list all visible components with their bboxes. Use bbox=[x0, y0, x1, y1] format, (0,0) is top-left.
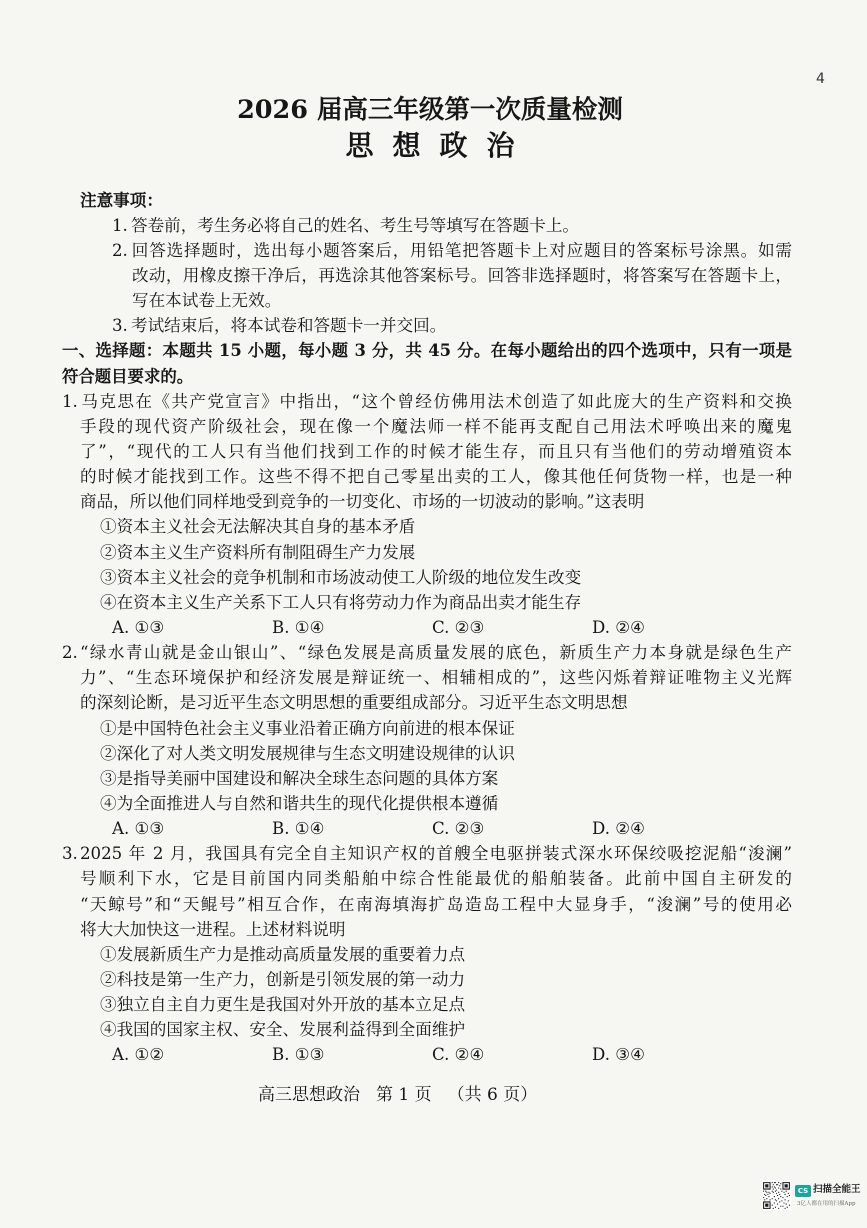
answer-choice-b: B. ①④ bbox=[272, 819, 325, 839]
exam-title: 2026 届高三年级第一次质量检测 bbox=[237, 95, 623, 125]
notice-item bbox=[62, 238, 792, 263]
question-stem-line bbox=[62, 640, 792, 665]
answer-choice-c: C. ②④ bbox=[432, 1045, 485, 1065]
statement-option: ②深化了对人类文明发展规律与生态文明建设规律的认识 bbox=[100, 743, 515, 763]
notice-item-number: 1. bbox=[112, 215, 128, 235]
question-stem-line: 手段的现代资产阶级社会，现在像一个魔法师一样不能再支配自己用法术呼唤出来的魔鬼 bbox=[80, 416, 792, 436]
question-1 bbox=[62, 389, 792, 640]
qr-code-icon bbox=[762, 1181, 791, 1210]
answer-choices bbox=[62, 816, 792, 841]
statement-option: ③资本主义社会的竞争机制和市场波动使工人阶级的地位发生改变 bbox=[100, 567, 582, 587]
statement-option: ①发展新质生产力是推动高质量发展的重要着力点 bbox=[100, 944, 466, 964]
answer-choice-a: A. ①③ bbox=[112, 819, 165, 839]
answer-choice-d: D. ③④ bbox=[592, 1045, 646, 1065]
notice-item-number: 2. bbox=[112, 240, 128, 260]
question-stem-line bbox=[62, 389, 792, 414]
statement-option: ③是指导美丽中国建设和解决全球生态问题的具体方案 bbox=[100, 768, 499, 788]
notice-section bbox=[62, 188, 792, 339]
question-stem-line: 号顺利下水，它是目前国内同类船舶中综合性能最优的船舶装备。此前中国自主研发的 bbox=[80, 869, 792, 889]
answer-choices bbox=[62, 1042, 792, 1067]
statement-option: ①是中国特色社会主义事业沿着正确方向前进的根本保证 bbox=[100, 718, 515, 738]
answer-choice-d: D. ②④ bbox=[592, 819, 646, 839]
statement-option: ④为全面推进人与自然和谐共生的现代化提供根本遵循 bbox=[100, 793, 499, 813]
question-number: 1. bbox=[62, 391, 78, 411]
footer-page-number: 第 1 页 bbox=[376, 1085, 432, 1105]
notice-item-continuation: 改动，用橡皮擦干净后，再选涂其他答案标号。回答非选择题时，将答案写在答题卡上， bbox=[132, 266, 792, 286]
answer-choice-c: C. ②③ bbox=[432, 617, 485, 637]
answer-choices bbox=[62, 615, 792, 640]
footer-total-pages: （共 6 页） bbox=[447, 1085, 538, 1105]
question-stem-line: 的深刻论断，是习近平生态文明思想的重要组成部分。习近平生态文明思想 bbox=[80, 693, 628, 713]
question-stem-line: 商品，所以他们同样地受到竞争的一切变化、市场的一切波动的影响。”这表明 bbox=[80, 492, 645, 512]
page-corner-number: 4 bbox=[816, 71, 825, 87]
notice-item bbox=[62, 313, 792, 338]
section-heading bbox=[62, 338, 792, 388]
question-number: 2. bbox=[62, 643, 78, 663]
notice-item bbox=[62, 213, 792, 238]
question-stem-line bbox=[62, 841, 792, 866]
question-stem-line: 力”、“生态环境保护和经济发展是辩证统一、相辅相成的”，这些闪烁着辩证唯物主义光辉 bbox=[80, 668, 792, 688]
answer-choice-b: B. ①④ bbox=[272, 617, 325, 637]
answer-choice-b: B. ①③ bbox=[272, 1045, 325, 1065]
notice-item-number: 3. bbox=[112, 316, 128, 336]
answer-choice-a: A. ①② bbox=[112, 1045, 165, 1065]
notice-item-continuation: 写在本试卷上无效。 bbox=[132, 291, 282, 311]
statement-option: ②科技是第一生产力，创新是引领发展的第一动力 bbox=[100, 969, 466, 989]
statement-option: ③独立自主自力更生是我国对外开放的基本立足点 bbox=[100, 995, 466, 1015]
page-footer bbox=[258, 1083, 537, 1107]
notice-heading: 注意事项： bbox=[80, 189, 163, 210]
notice-item-text: 答卷前，考生务必将自己的姓名、考生号等填写在答题卡上。 bbox=[131, 215, 580, 235]
footer-subject: 高三思想政治 bbox=[258, 1085, 360, 1105]
watermark-tagline: 3亿人都在用的扫描App bbox=[797, 1201, 856, 1207]
question-stem-line: 了”，“现代的工人只有当他们找到工作的时候才能生存，而且只有当他们的劳动增殖资本 bbox=[80, 442, 792, 461]
question-stem-text: 2025 年 2 月，我国具有完全自主知识产权的首艘全电驱拼装式深水环保绞吸挖泥船“浚澜” bbox=[80, 844, 792, 864]
answer-choice-a: A. ①③ bbox=[112, 617, 165, 637]
question-stem-text: 马克思在《共产党宣言》中指出，“这个曾经仿佛用法术创造了如此庞大的生产资料和交换 bbox=[80, 391, 792, 411]
notice-item-text: 回答选择题时，选出每小题答案后，用铅笔把答题卡上对应题目的答案标号涂黑。如需 bbox=[131, 240, 792, 260]
statement-option: ②资本主义生产资料所有制阻碍生产力发展 bbox=[100, 542, 416, 562]
statement-option: ①资本主义社会无法解决其自身的基本矛盾 bbox=[100, 517, 416, 537]
question-stem-line: “天鲸号”和“天鲲号”相互合作，在南海填海扩岛造岛工程中大显身手，“浚澜”号的使用必 bbox=[80, 894, 792, 914]
question-stem-text: “绿水青山就是金山银山”、“绿色发展是高质量发展的底色，新质生产力本身就是绿色生产 bbox=[80, 643, 792, 663]
answer-choice-c: C. ②③ bbox=[432, 819, 485, 839]
exam-body bbox=[62, 188, 792, 1068]
section-heading-line: 符合题目要求的。 bbox=[62, 366, 194, 386]
question-2 bbox=[62, 640, 792, 841]
answer-choice-d: D. ②④ bbox=[592, 617, 646, 637]
camscanner-logo-icon: CS bbox=[795, 1185, 811, 1197]
notice-item-text: 考试结束后，将本试卷和答题卡一并交回。 bbox=[131, 316, 447, 336]
question-number: 3. bbox=[62, 844, 78, 864]
question-stem-line: 的时候才能找到工作。这些不得不把自己零星出卖的工人，像其他任何货物一样，也是一种 bbox=[80, 467, 792, 487]
statement-option: ④在资本主义生产关系下工人只有将劳动力作为商品出卖才能生存 bbox=[100, 592, 582, 612]
question-3 bbox=[62, 841, 792, 1067]
section-heading-line: 一、选择题：本题共 15 小题，每小题 3 分，共 45 分。在每小题给出的四个选项中，只有一项是 bbox=[62, 341, 792, 361]
question-stem-line: 将大大加快这一进程。上述材料说明 bbox=[80, 919, 346, 939]
exam-subject: 思想政治 bbox=[345, 129, 534, 162]
statement-option: ④我国的国家主权、安全、发展利益得到全面维护 bbox=[100, 1020, 466, 1040]
watermark-brand: 扫描全能王 bbox=[813, 1184, 861, 1195]
